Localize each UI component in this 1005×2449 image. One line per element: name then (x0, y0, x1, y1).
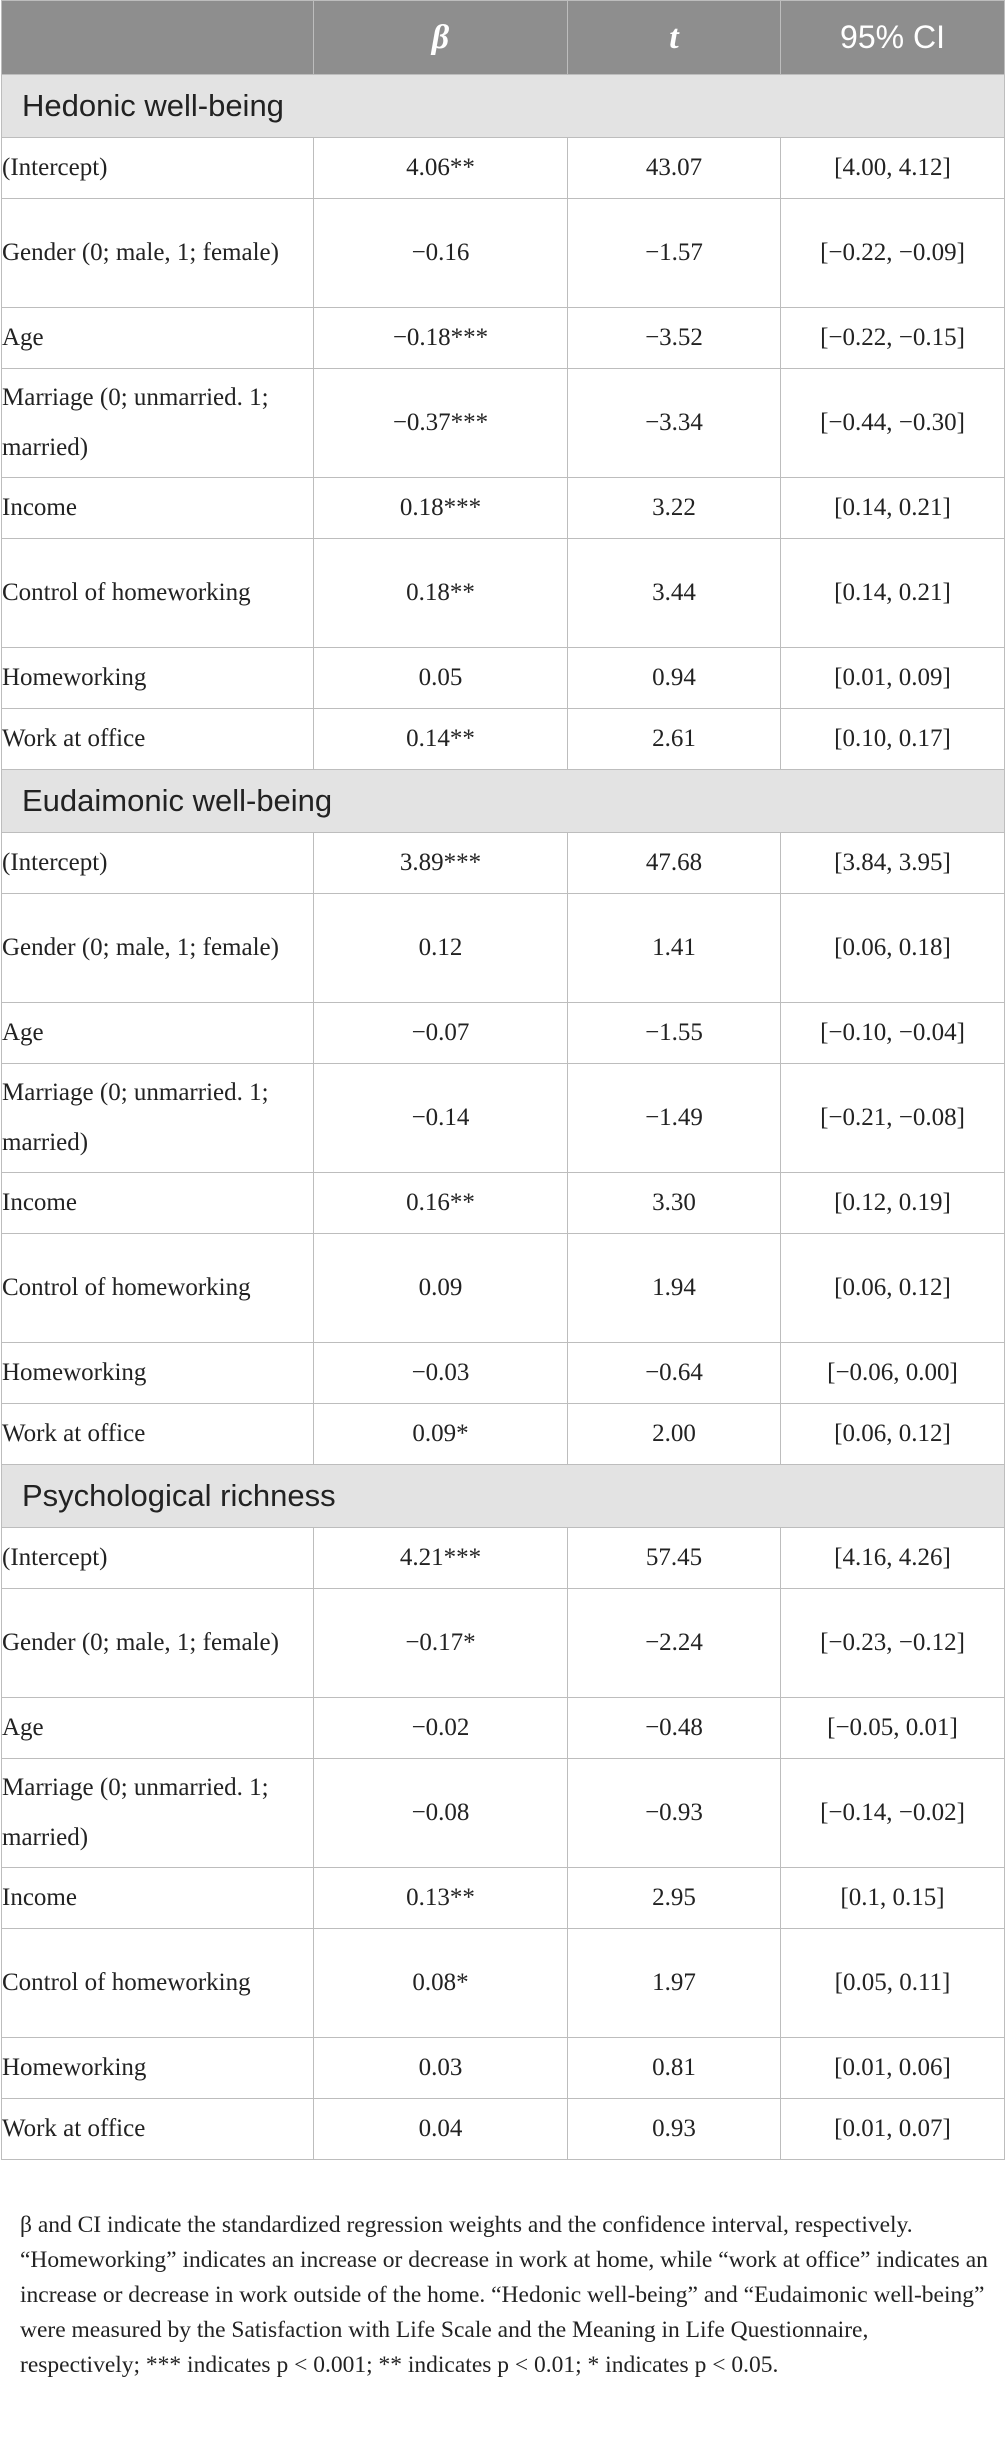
ci-cell: [−0.21, −0.08] (781, 1064, 1005, 1173)
table-footnote: β and CI indicate the standardized regression weights and the confidence interval, respectively. “Homeworking” indicates an increase or decrease in work at home, while “work at office” indicates an increase or decrease in work outside of the home. “Hedonic well-being” and “Eudaimonic well-being” were measured by the Satisfaction with Life Scale and the Meaning in Life Questionnaire, respectively; *** indicates p < 0.001; ** indicates p < 0.01; * indicates p < 0.05. (20, 2212, 988, 2378)
t-cell: 3.44 (568, 539, 781, 648)
table-row (2, 1173, 1005, 1234)
beta-cell: −0.02 (314, 1698, 568, 1759)
beta-cell: 4.21*** (314, 1528, 568, 1589)
table-row (2, 1528, 1005, 1589)
table-row (2, 539, 1005, 648)
t-cell: 0.93 (568, 2099, 781, 2160)
t-cell: 3.22 (568, 478, 781, 539)
row-label: (Intercept) (2, 138, 314, 199)
ci-cell: [−0.22, −0.09] (781, 199, 1005, 308)
t-cell: −0.93 (568, 1759, 781, 1868)
beta-cell: −0.18*** (314, 308, 568, 369)
row-label: Gender (0; male, 1; female) (2, 894, 314, 1003)
header-row (2, 1, 1005, 75)
t-cell: 1.41 (568, 894, 781, 1003)
beta-cell: 0.09* (314, 1404, 568, 1465)
row-label: Age (2, 308, 314, 369)
header-beta: β (314, 1, 568, 75)
t-cell: 0.94 (568, 648, 781, 709)
header-ci: 95% CI (781, 1, 1005, 75)
beta-cell: 0.03 (314, 2038, 568, 2099)
table-row (2, 1234, 1005, 1343)
table-row (2, 1064, 1005, 1173)
table-row (2, 1589, 1005, 1698)
row-label: Work at office (2, 709, 314, 770)
beta-cell: −0.03 (314, 1343, 568, 1404)
ci-cell: [0.05, 0.11] (781, 1929, 1005, 2038)
ci-cell: [0.10, 0.17] (781, 709, 1005, 770)
beta-cell: 4.06** (314, 138, 568, 199)
row-label: Income (2, 478, 314, 539)
t-cell: 1.94 (568, 1234, 781, 1343)
table-row (2, 648, 1005, 709)
beta-cell: 0.08* (314, 1929, 568, 2038)
ci-cell: [0.06, 0.12] (781, 1404, 1005, 1465)
ci-cell: [0.12, 0.19] (781, 1173, 1005, 1234)
row-label: Age (2, 1003, 314, 1064)
ci-cell: [0.14, 0.21] (781, 478, 1005, 539)
beta-cell: 0.18*** (314, 478, 568, 539)
table-row (2, 1698, 1005, 1759)
row-label: Income (2, 1868, 314, 1929)
beta-cell: 0.16** (314, 1173, 568, 1234)
table-row (2, 1868, 1005, 1929)
ci-cell: [−0.06, 0.00] (781, 1343, 1005, 1404)
ci-cell: [4.16, 4.26] (781, 1528, 1005, 1589)
table-row (2, 2038, 1005, 2099)
section-header-row (2, 770, 1005, 833)
beta-cell: 0.09 (314, 1234, 568, 1343)
t-cell: 2.61 (568, 709, 781, 770)
table-row (2, 199, 1005, 308)
ci-cell: [4.00, 4.12] (781, 138, 1005, 199)
header-t: t (568, 1, 781, 75)
row-label: Control of homeworking (2, 1234, 314, 1343)
beta-cell: 0.14** (314, 709, 568, 770)
beta-cell: 0.04 (314, 2099, 568, 2160)
row-label: Marriage (0; unmarried. 1; married) (2, 1064, 314, 1173)
row-label: Marriage (0; unmarried. 1; married) (2, 369, 314, 478)
ci-cell: [0.06, 0.12] (781, 1234, 1005, 1343)
t-cell: 43.07 (568, 138, 781, 199)
row-label: (Intercept) (2, 1528, 314, 1589)
regression-table (1, 0, 1005, 2160)
row-label: Work at office (2, 2099, 314, 2160)
table-body (2, 75, 1005, 2160)
header-blank-cell (2, 1, 314, 75)
ci-cell: [−0.44, −0.30] (781, 369, 1005, 478)
ci-cell: [3.84, 3.95] (781, 833, 1005, 894)
row-label: Gender (0; male, 1; female) (2, 1589, 314, 1698)
table-row (2, 1003, 1005, 1064)
t-cell: −1.55 (568, 1003, 781, 1064)
row-label: Income (2, 1173, 314, 1234)
row-label: Control of homeworking (2, 539, 314, 648)
ci-cell: [0.01, 0.09] (781, 648, 1005, 709)
beta-cell: −0.37*** (314, 369, 568, 478)
ci-cell: [0.1, 0.15] (781, 1868, 1005, 1929)
ci-cell: [−0.05, 0.01] (781, 1698, 1005, 1759)
row-label: Marriage (0; unmarried. 1; married) (2, 1759, 314, 1868)
t-cell: 3.30 (568, 1173, 781, 1234)
row-label: Homeworking (2, 2038, 314, 2099)
t-cell: −0.48 (568, 1698, 781, 1759)
t-cell: 2.00 (568, 1404, 781, 1465)
section-title: Eudaimonic well-being (2, 770, 1005, 833)
row-label: Homeworking (2, 1343, 314, 1404)
table-row (2, 478, 1005, 539)
row-label: Work at office (2, 1404, 314, 1465)
ci-cell: [−0.23, −0.12] (781, 1589, 1005, 1698)
ci-cell: [0.14, 0.21] (781, 539, 1005, 648)
beta-cell: 0.12 (314, 894, 568, 1003)
t-cell: 0.81 (568, 2038, 781, 2099)
row-label: Gender (0; male, 1; female) (2, 199, 314, 308)
ci-cell: [0.01, 0.06] (781, 2038, 1005, 2099)
table-row (2, 138, 1005, 199)
ci-cell: [−0.14, −0.02] (781, 1759, 1005, 1868)
t-cell: −3.34 (568, 369, 781, 478)
table-row (2, 1343, 1005, 1404)
table-row (2, 308, 1005, 369)
table-row (2, 833, 1005, 894)
section-header-row (2, 1465, 1005, 1528)
ci-cell: [0.01, 0.07] (781, 2099, 1005, 2160)
t-cell: 47.68 (568, 833, 781, 894)
table-row (2, 709, 1005, 770)
beta-cell: 3.89*** (314, 833, 568, 894)
ci-cell: [−0.10, −0.04] (781, 1003, 1005, 1064)
table-row (2, 1759, 1005, 1868)
beta-cell: 0.18** (314, 539, 568, 648)
section-header-row (2, 75, 1005, 138)
t-cell: 57.45 (568, 1528, 781, 1589)
row-label: Control of homeworking (2, 1929, 314, 2038)
table-row (2, 2099, 1005, 2160)
t-cell: 2.95 (568, 1868, 781, 1929)
section-title: Hedonic well-being (2, 75, 1005, 138)
t-cell: −3.52 (568, 308, 781, 369)
table-header (2, 1, 1005, 75)
beta-cell: 0.13** (314, 1868, 568, 1929)
section-title: Psychological richness (2, 1465, 1005, 1528)
table-row (2, 1404, 1005, 1465)
table-row (2, 894, 1005, 1003)
beta-cell: 0.05 (314, 648, 568, 709)
t-cell: −1.49 (568, 1064, 781, 1173)
row-label: (Intercept) (2, 833, 314, 894)
beta-cell: −0.14 (314, 1064, 568, 1173)
t-cell: −0.64 (568, 1343, 781, 1404)
ci-cell: [−0.22, −0.15] (781, 308, 1005, 369)
t-cell: −2.24 (568, 1589, 781, 1698)
t-cell: −1.57 (568, 199, 781, 308)
beta-cell: −0.07 (314, 1003, 568, 1064)
row-label: Age (2, 1698, 314, 1759)
table-row (2, 1929, 1005, 2038)
t-cell: 1.97 (568, 1929, 781, 2038)
beta-cell: −0.17* (314, 1589, 568, 1698)
beta-cell: −0.16 (314, 199, 568, 308)
table-row (2, 369, 1005, 478)
row-label: Homeworking (2, 648, 314, 709)
ci-cell: [0.06, 0.18] (781, 894, 1005, 1003)
beta-cell: −0.08 (314, 1759, 568, 1868)
